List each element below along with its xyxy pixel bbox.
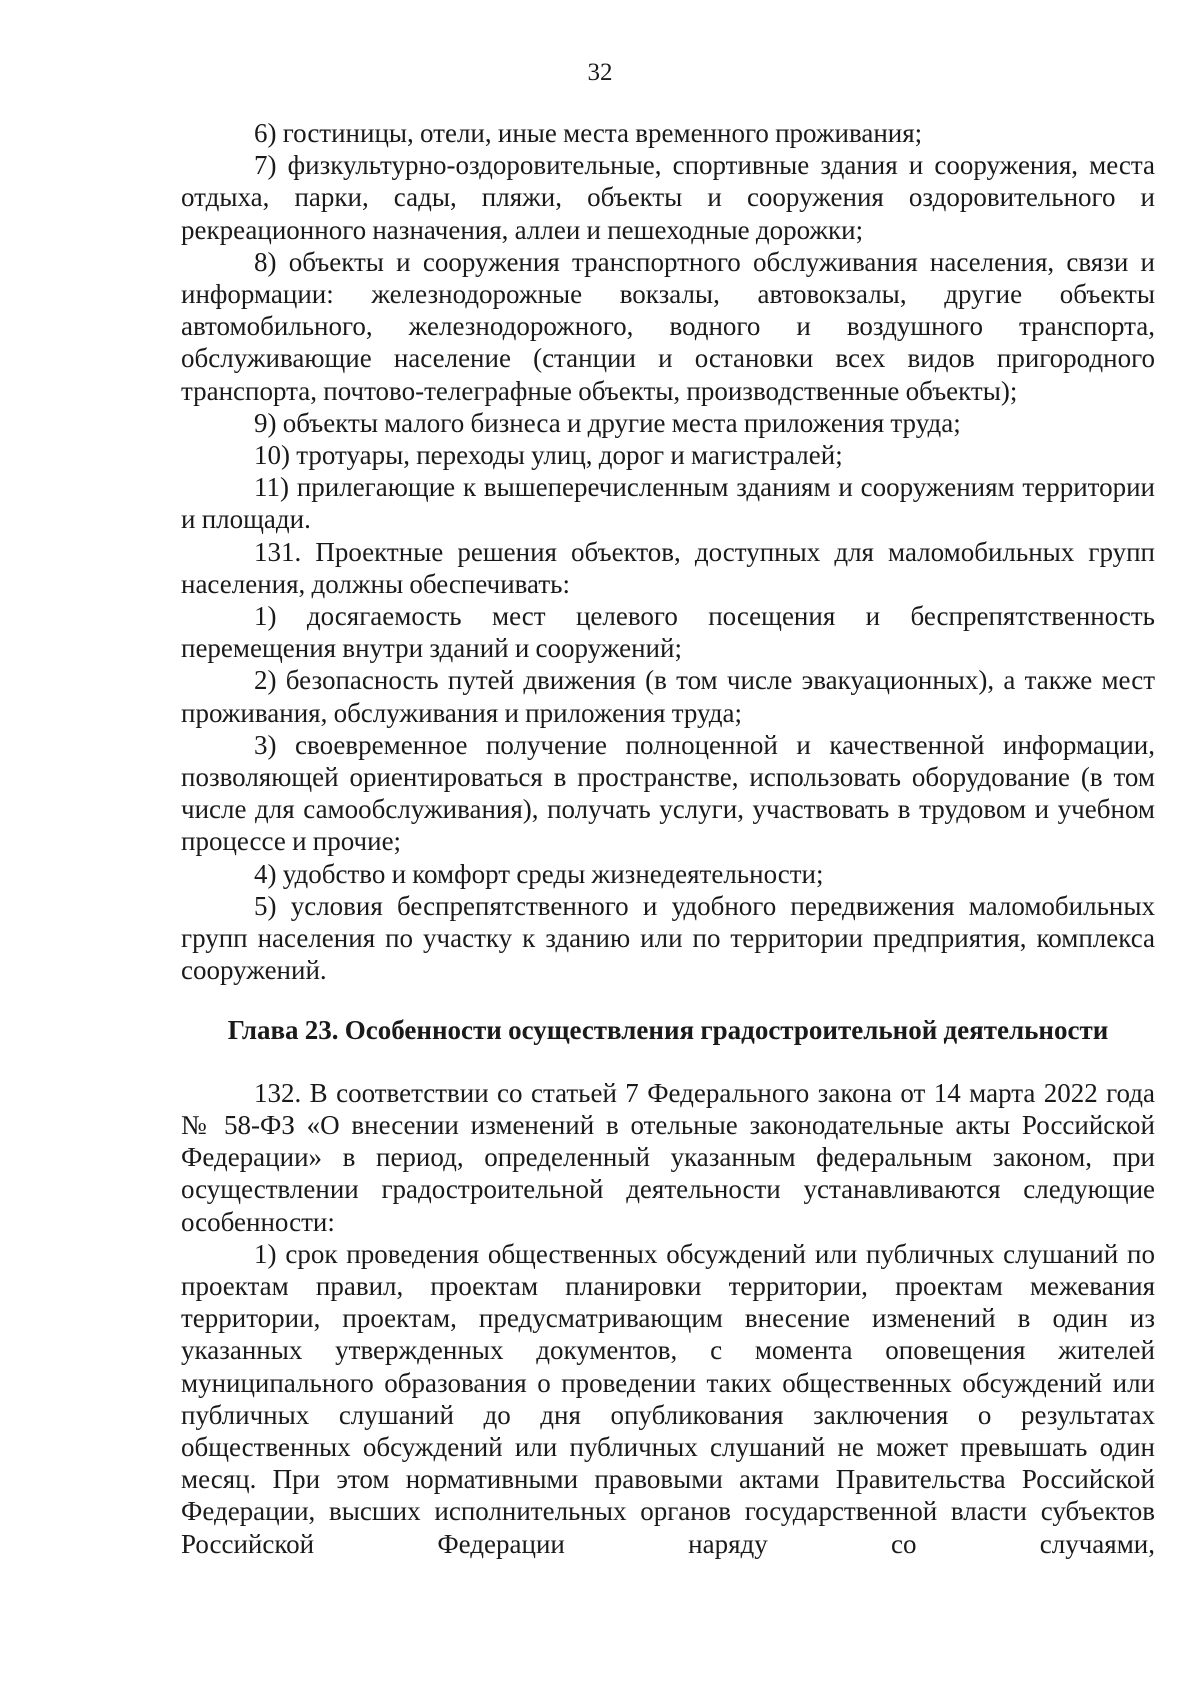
chapter-heading: Глава 23. Особенности осуществления градостроительной деятельности — [227, 1015, 1109, 1046]
paragraph-item-8: 8) объекты и сооружения транспортного обслуживания населения, связи и информации: железнодорожные вокзалы, автовокзалы, другие объекты автомобильного, железнодорожного, водного и воздушного транспорта, обслуживающие население (станции и остановки всех видов пригородного транспорта, почтово-телеграфные объекты, производственные объекты); — [181, 246, 1155, 406]
paragraph-item-6: 6) гостиницы, отели, иные места временного проживания; — [254, 118, 923, 148]
page-number: 32 — [587, 59, 613, 86]
paragraph-131-item-4: 4) удобство и комфорт среды жизнедеятельности; — [254, 858, 824, 889]
paragraph-item-10: 10) тротуары, переходы улиц, дорог и магистралей; — [254, 440, 843, 471]
paragraph-132-item-1: 1) срок проведения общественных обсуждений или публичных слушаний по проектам правил, проектам планировки территории, проектам межевания территории, проектам, предусматривающим внесение изменений в один из указанных утвержденных документов, с момента оповещения жителей муниципального образования о проведении таких общественных обсуждений или публичных слушаний до дня опубликования заключения о результатах общественных обсуждений или публичных слушаний не может превышать один месяц. При этом нормативными правовыми актами Правительства Российской Федерации, высших исполнительных органов государственной власти субъектов Российской Федерации наряду со случаями, — [181, 1238, 1155, 1559]
paragraph-131-item-3: 3) своевременное получение полноценной и качественной информации, позволяющей ориентироваться в пространстве, использовать оборудование (в том числе для самообслуживания), получать услуги, участвовать в трудовом и учебном процессе и прочие; — [181, 729, 1155, 857]
paragraph-131-item-5: 5) условия беспрепятственного и удобного передвижения маломобильных групп населения по участку к зданию или по территории предприятия, комплекса сооружений. — [181, 890, 1155, 986]
paragraph-131: 131. Проектные решения объектов, доступных для маломобильных групп населения, должны обеспечивать: — [181, 536, 1155, 599]
paragraph-item-9: 9) объекты малого бизнеса и другие места приложения труда; — [254, 407, 961, 438]
paragraph-131-item-1: 1) досягаемость мест целевого посещения и беспрепятственность перемещения внутри зданий и сооружений; — [181, 601, 1155, 664]
paragraph-item-11: 11) прилегающие к вышеперечисленным зданиям и сооружениям территории и площади. — [181, 472, 1155, 535]
document-body — [181, 117, 1155, 1560]
paragraph-132: 132. В соответствии со статьей 7 Федерального закона от 14 марта 2022 года № 58-ФЗ «О внесении изменений в отельные законодательные акты Российской Федерации» в период, определенный указанным федеральным законом, при осуществлении градостроительной деятельности устанавливаются следующие особенности: — [181, 1077, 1155, 1237]
paragraph-item-7: 7) физкультурно-оздоровительные, спортивные здания и сооружения, места отдыха, парки, сады, пляжи, объекты и сооружения оздоровительного и рекреационного назначения, аллеи и пешеходные дорожки; — [181, 150, 1155, 245]
paragraph-131-item-2: 2) безопасность путей движения (в том числе эвакуационных), а также мест проживания, обслуживания и приложения труда; — [181, 665, 1155, 728]
